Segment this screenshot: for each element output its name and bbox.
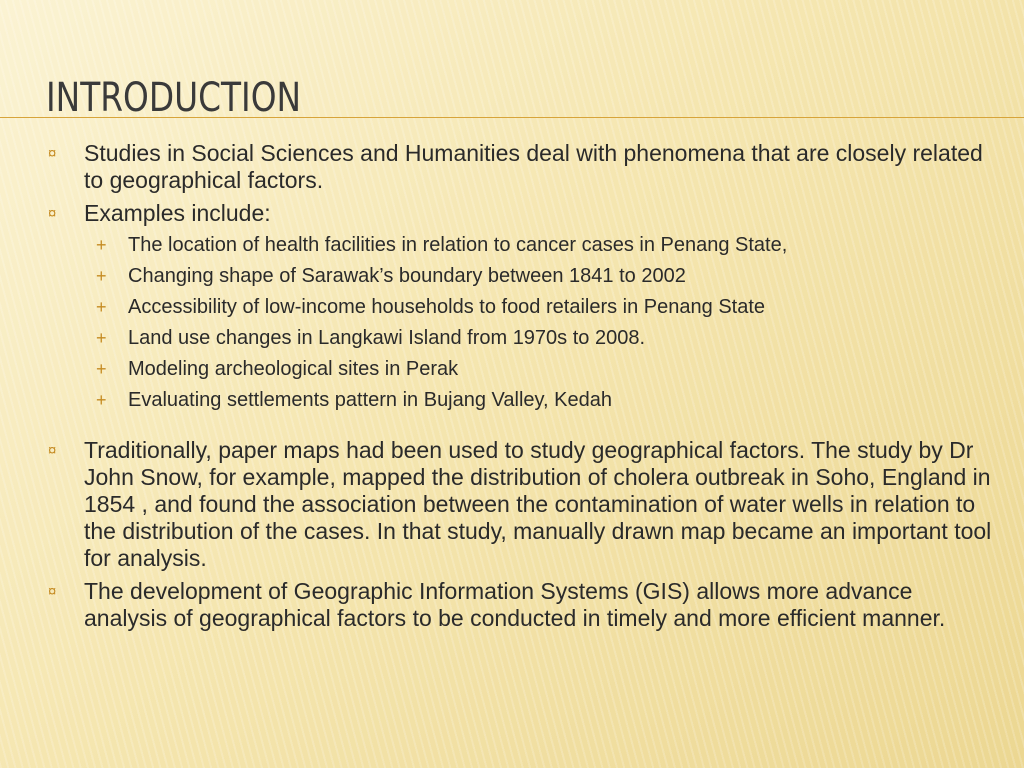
sub-bullet-text: The location of health facilities in relation to cancer cases in Penang State, (128, 234, 788, 256)
bullet-text: Studies in Social Sciences and Humanities deal with phenomena that are closely related to geographical factors. (84, 140, 983, 193)
sub-bullet-text: Modeling archeological sites in Perak (128, 358, 459, 380)
bullet-icon: ¤ (48, 583, 57, 600)
slide-content (46, 140, 996, 638)
bullet-item (46, 437, 996, 572)
bullet-icon: ¤ (48, 145, 57, 162)
sub-bullet-item (46, 357, 996, 381)
plus-icon: + (96, 328, 107, 348)
sub-bullet-item (46, 326, 996, 350)
plus-icon: + (96, 359, 107, 379)
sub-bullet-item (46, 295, 996, 319)
sub-bullet-item (46, 233, 996, 257)
sub-bullet-text: Land use changes in Langkawi Island from 1970s to 2008. (128, 327, 646, 349)
plus-icon: + (96, 266, 107, 286)
sub-bullet-text: Accessibility of low-income households to food retailers in Penang State (128, 296, 766, 318)
spacer (46, 419, 996, 437)
plus-icon: + (96, 297, 107, 317)
bullet-item (46, 200, 996, 227)
plus-icon: + (96, 390, 107, 410)
title-underline (0, 117, 1024, 118)
slide-title: INTRODUCTION (46, 75, 302, 121)
sub-bullet-text: Changing shape of Sarawak’s boundary between 1841 to 2002 (128, 265, 686, 287)
bullet-text: Examples include: (84, 200, 271, 226)
bullet-list (46, 140, 996, 227)
bullet-item (46, 140, 996, 194)
sub-bullet-list (46, 233, 996, 412)
sub-bullet-item (46, 264, 996, 288)
plus-icon: + (96, 235, 107, 255)
bullet-icon: ¤ (48, 442, 57, 459)
bullet-item (46, 578, 996, 632)
bullet-text: Traditionally, paper maps had been used to study geographical factors. The study by Dr John Snow, for example, mapped the distribution of cholera outbreak in Soho, England in 1854 , and found the association between the contamination of water wells in relation to the distribution of the cases. In that study, manually drawn map became an important tool for analysis. (84, 437, 992, 571)
sub-bullet-text: Evaluating settlements pattern in Bujang Valley, Kedah (128, 389, 613, 411)
sub-bullet-item (46, 388, 996, 412)
bullet-text: The development of Geographic Information Systems (GIS) allows more advance analysis of geographical factors to be conducted in timely and more efficient manner. (84, 578, 946, 631)
bullet-list-continued (46, 437, 996, 632)
bullet-icon: ¤ (48, 205, 57, 222)
